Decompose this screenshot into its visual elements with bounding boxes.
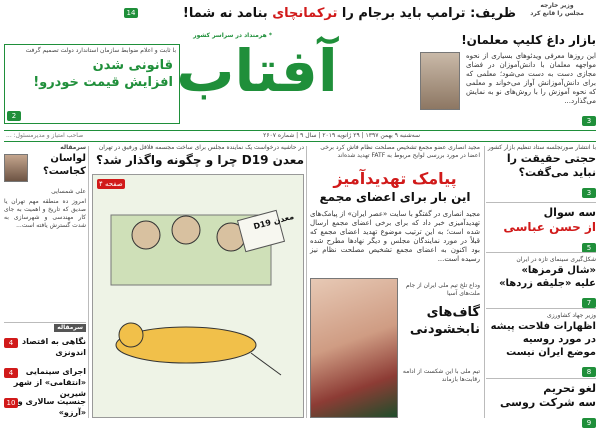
left-item-1-badge: 4 — [4, 338, 18, 348]
lead-title-2: این بار برای اعضای مجمع — [319, 190, 471, 204]
crying-girl-photo — [310, 278, 398, 418]
qa-red: از حسن عباسی — [503, 220, 596, 234]
qa-small: سه سوال — [543, 206, 596, 219]
col-badge-4: 8 — [582, 367, 596, 377]
editorial-body: امروز ده منطقه مهم تهران یا صدیق که تاریخ و اهمیت به جای کار مهندسی و شهرسازی به شدت گسترش یافته است... — [4, 198, 86, 229]
col-kicker: با انتشار صورتجلسه ستاد تنظیم بازار کشور — [487, 144, 596, 151]
section-label: سرمقاله — [60, 144, 86, 151]
top-strip — [0, 0, 600, 30]
left-item-3[interactable]: جنسیت سالاری و «آرزو» 10 — [4, 396, 86, 418]
photo-story[interactable] — [310, 278, 480, 418]
col-badge-2: 5 — [582, 243, 596, 253]
cartoon-sign: معدن D19 — [252, 211, 295, 232]
lead-story[interactable] — [310, 144, 480, 420]
teaser-badge: 3 — [582, 116, 596, 126]
cartoon-drawing — [91, 175, 303, 419]
qa-block[interactable] — [486, 206, 596, 254]
logo[interactable] — [172, 32, 342, 116]
right-top-teaser[interactable] — [420, 32, 596, 124]
col-badge-3: 7 — [582, 298, 596, 308]
promo-title-2: افزایش قیمت خودرو! — [33, 75, 173, 90]
section-label-2: سرمقاله — [54, 324, 86, 332]
publisher-line: صاحب امتیاز و مدیرمسئول: ... — [6, 132, 84, 139]
news-column-far-left — [4, 144, 86, 420]
lead-kicker: مجید انصاری عضو مجمع تشخیص مصلحت نظام فاش کرد برخی اعضا در مورد بررسی لوایح مربوط به FATF تهدید شده‌اند — [320, 144, 480, 159]
lead-body: مجید انصاری در گفتگو با سایت «عصر ایران» از پیامک‌های تهدیدآمیزی خبر داد که برای برخی اعضای مجمع ارسال شده است؛ به این ترتیب موضوع تهدید اعضای مجمع که قبلاً در مورد نمایندگان مجلس و دیگر نهادها مطرح شده بود اکنون به اعضای مجمع تشخیص مصلحت نظام نیز رسیده است... — [310, 210, 480, 263]
page-badge: 14 — [124, 8, 138, 18]
author-name: علی شمسایی — [51, 188, 86, 195]
col-title-2[interactable]: نباید می‌گفت؟ — [518, 166, 596, 179]
left-item-2-badge: 4 — [4, 368, 18, 378]
teaser-title: بازار داغ کلیپ معلمان! — [461, 33, 596, 47]
cartoon[interactable] — [92, 144, 304, 420]
masthead — [0, 30, 420, 130]
col-badge-1: 3 — [582, 188, 596, 198]
tagline: * هرمنداد در سراسر کشور — [193, 32, 272, 39]
lead-title-1: پیامک تهدیدآمیز — [333, 169, 457, 188]
cartoon-kicker: در حاشیه درخواست یک نماینده مجلس برای ساخت مجسمه فلافل ورفیق در تهران — [98, 144, 304, 151]
dateline: سه‌شنبه ۹ بهمن ۱۳۹۷ | ۲۹ ژانویه ۲۰۱۹ | سال ۹ | شماره ۲۶۰۷ — [263, 132, 420, 139]
top-kicker: وزیر خارجه مجلس را قانع کرد — [530, 2, 584, 17]
editorial-title[interactable]: لواسان کجاست؟ — [43, 153, 86, 177]
news-column-left — [486, 144, 596, 427]
logo-wordmark: آفتاب — [176, 37, 338, 105]
col-title-1[interactable]: حجتی حقیقت را — [506, 152, 596, 165]
promo-kicker: با ثابت و اعلام ضوابط سازمان استاندارد دولت تصمیم گرفت — [25, 47, 176, 54]
col-badge-5: 9 — [582, 418, 596, 428]
item4[interactable]: وزیر جهاد کشاورزی اظهارات فلاحت پیشه در مورد روسیه موضع ایران نیست 8 — [490, 312, 596, 376]
item3[interactable]: شکل‌گیری سینمای تازه در ایران «شال قرمزها» علیه «جلیقه زردها» 7 — [499, 256, 596, 307]
cartoon-title: معدن D19 چرا و چگونه واگذار شد؟ — [96, 153, 304, 167]
left-promo[interactable] — [4, 44, 180, 124]
left-item-3-badge: 10 — [4, 398, 18, 408]
cartoon-badge: صفحه ۴ — [99, 180, 123, 188]
teaser-body: این روزها معرفی ویدئوهای بسیاری از نحوه مواجهه معلمان با دانش‌آموزان در فضای مجازی دست به دست می‌شود؛ معلمی که برای دانش‌آموزانش آواز می‌خواند و معلمی که نحوه آموزش را با روش‌های نو به نمایش می‌گذارد... — [466, 52, 596, 105]
photo-text: وداع تلخ تیم ملی ایران از جام ملت‌های آسیا گاف‌های نابخشودنی تیم ملی با این شکست از ادامه رقابت‌ها بازماند — [402, 282, 480, 383]
teaser-photo — [420, 52, 460, 110]
author-photo — [4, 154, 28, 182]
promo-title-1: قانونی شدن — [92, 58, 173, 73]
promo-badge: 2 — [7, 111, 21, 121]
date-bar — [4, 130, 596, 142]
top-headline[interactable]: ظریف: ترامپ باید برجام را ترکمانچای بنامد نه شما! — [182, 6, 516, 21]
item5[interactable]: لغو تحریم سه شرکت روسی 9 — [500, 382, 596, 427]
cartoon-illustration — [92, 174, 304, 418]
left-item-1[interactable]: نگاهی به اقتصاد اندونزی 4 — [4, 336, 86, 362]
left-item-2[interactable]: اجرای سینمایی «انتقامی» از شهر شیرین 4 — [4, 366, 86, 392]
